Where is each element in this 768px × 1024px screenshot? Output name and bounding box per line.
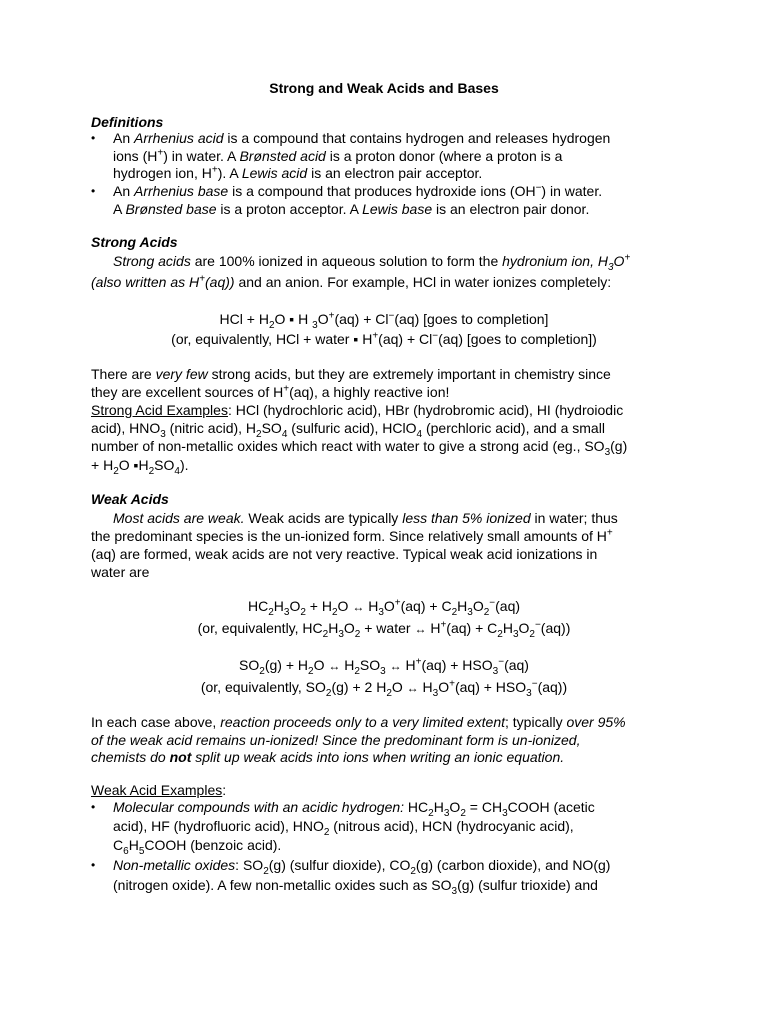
definition-acid-line-3: hydrogen ion, H+). A Lewis acid is an electron pair acceptor. [113,164,483,181]
weak-acids-paragraph-line-3: (aq) are formed, weak acids are not very reactive. Typical weak acid ionizations in [91,546,598,562]
weak-acid-example-molecular-line-2: acid), HF (hydrofluoric acid), $HNO_2$ (nitrous acid), HCN (hydrocyanic acid), [113,818,574,838]
strong-acids-paragraph-2-line-1: There are very few strong acids, but they are extremely important in chemistry since [91,366,611,382]
weak-acid-equation-1: $HC_2H_3O_2 + H_2O$ ↔ $H_3O^+(aq) + C_2H_3O_2^-(aq)$ [247,597,521,618]
strong-acids-paragraph-line-2: (also written as H+(aq)) and an anion. For example, HCl in water ionizes completely: [91,273,612,290]
bullet-icon: • [91,858,96,872]
definition-acid-line-2: ions (H+) in water. A Brønsted acid is a proton donor (where a proton is a [113,147,563,164]
weak-acids-paragraph-2-line-2: of the weak acid remains un-ionized! Since the predominant form is un-ionized, [91,732,581,748]
strong-acid-examples-line-1: Strong Acid Examples: HCl (hydrochloric acid), HBr (hydrobromic acid), HI (hydroiodic [91,402,624,418]
weak-acid-example-molecular-line-3: $C_6H_5COOH$ (benzoic acid). [113,837,282,857]
definition-base-line-2: A Brønsted base is a proton acceptor. A Lewis base is an electron pair donor. [113,201,590,217]
weak-acids-paragraph-line-4: water are [91,564,150,580]
strong-acids-paragraph-line-1: Strong acids are 100% ionized in aqueous solution to form the hydronium ion, $H_3O^+$ [113,252,631,273]
strong-acid-examples-line-3: number of non-metallic oxides which react with water to give a strong acid (eg., $SO_3(g)$ [91,438,628,458]
equilibrium-arrow-icon: ↔ [406,681,419,695]
equilibrium-arrow-icon: ↔ [389,659,402,673]
weak-acid-example-molecular-line-1: Molecular compounds with an acidic hydrogen: $HC_2H_3O_2$ = $CH_3COOH$ (acetic [113,799,595,819]
bullet-icon: • [91,131,96,145]
page-title: Strong and Weak Acids and Bases [269,80,499,96]
weak-acid-examples-label: Weak Acid Examples: [91,782,227,798]
bullet-icon: • [91,184,96,198]
strong-acid-examples-line-4: + $H_2O$ $▪H_2SO_4$). [91,457,189,477]
bullet-icon: • [91,800,96,814]
weak-acids-heading: Weak Acids [91,491,169,507]
weak-acid-equation-4: (or, equivalently, $SO_2(g) + 2$ $H_2O$ ↔ $H_3O^+(aq) + HSO_3^-(aq)$) [200,678,568,699]
strong-acids-heading: Strong Acids [91,234,178,250]
weak-acids-paragraph-line-1: Most acids are weak. Weak acids are typically less than 5% ionized in water; thus [113,510,618,526]
equilibrium-arrow-icon: ↔ [414,622,427,636]
strong-acid-examples-line-2: acid), $HNO_3$ (nitric acid), $H_2SO_4$ (sulfuric acid), HClO$_4$ (perchloric acid), and a small [91,420,605,440]
weak-acids-paragraph-2-line-1: In each case above, reaction proceeds only to a very limited extent; typically over 95% [91,714,626,730]
definitions-heading: Definitions [91,114,164,130]
equilibrium-arrow-icon: ↔ [328,659,341,673]
definition-acid-line-1: An Arrhenius acid is a compound that contains hydrogen and releases hydrogen [113,130,611,146]
definition-base-line-1: An Arrhenius base is a compound that produces hydroxide ions (OH−) in water. [113,182,603,199]
strong-acid-equation-1: HCl + $H_2O$ ▪ H $_3$O+(aq) + Cl−(aq) [goes to completion] [219,310,549,331]
strong-acids-paragraph-2-line-2: they are excellent sources of H+(aq), a highly reactive ion! [91,383,450,400]
weak-acid-equation-3: $SO_2(g) + H_2O$ ↔ $H_2SO_3$ ↔ $H^+(aq) + HSO_3^-(aq)$ [239,656,529,677]
weak-acid-example-oxides-line-1: Non-metallic oxides: $SO_2(g)$ (sulfur dioxide), $CO_2(g)$ (carbon dioxide), and NO(g) [113,857,611,877]
weak-acids-paragraph-line-2: the predominant species is the un-ionized form. Since relatively small amounts of H+ [91,527,613,544]
weak-acids-paragraph-2-line-3: chemists do not split up weak acids into ions when writing an ionic equation. [91,749,565,765]
weak-acid-example-oxides-line-2: (nitrogen oxide). A few non-metallic oxides such as $SO_3(g)$ (sulfur trioxide) and [113,877,598,897]
equilibrium-arrow-icon: ↔ [352,600,365,614]
weak-acid-equation-2: (or, equivalently, $HC_2H_3O_2$ + water ↔ $H^+(aq) + C_2H_3O_2^-(aq)$) [197,619,571,640]
strong-acid-equation-2: (or, equivalently, HCl + water ▪ H+(aq) + Cl−(aq) [goes to completion]) [171,330,597,347]
